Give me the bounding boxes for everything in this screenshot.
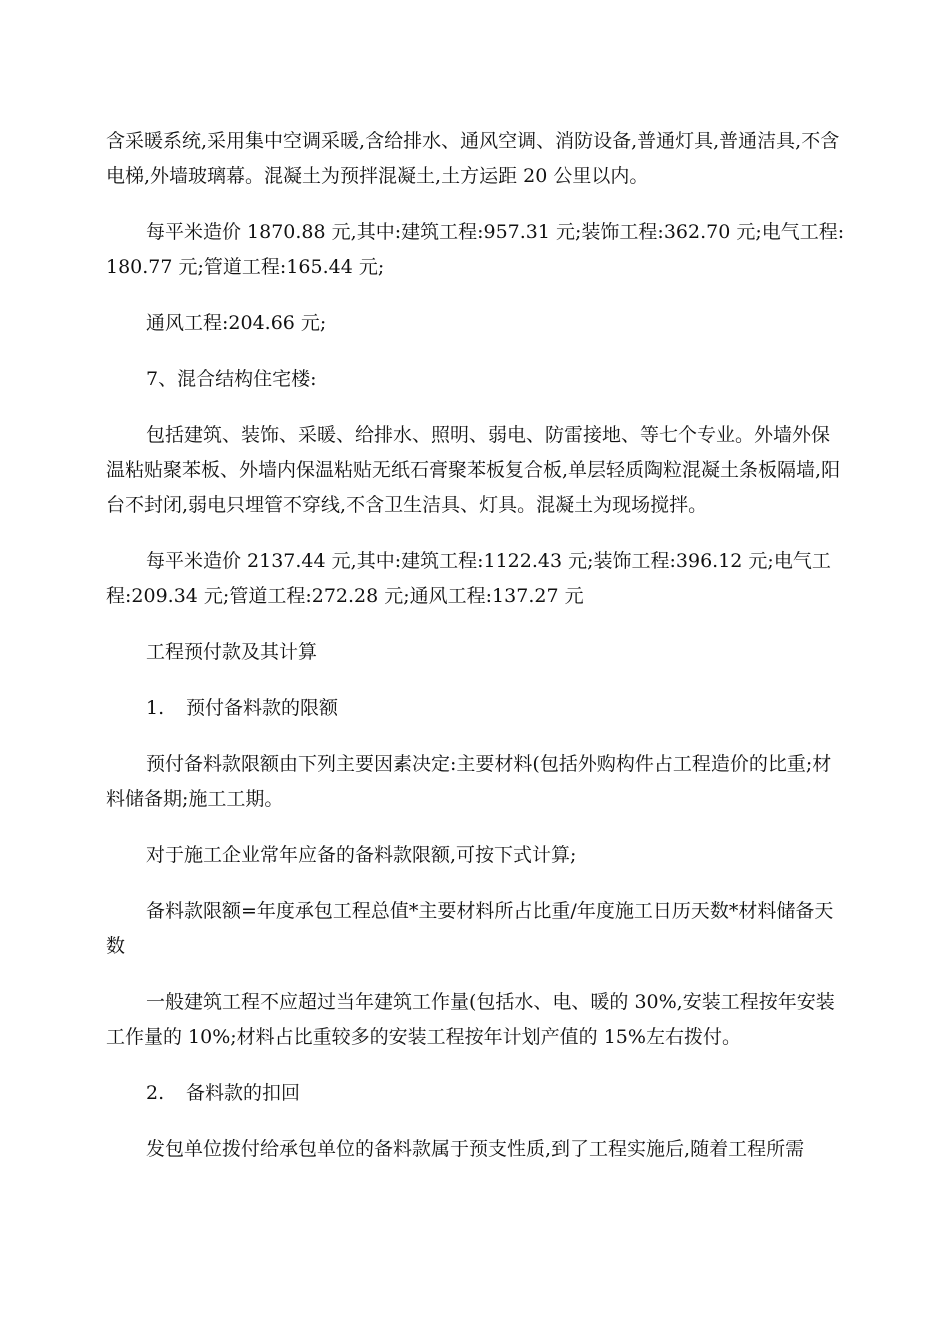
paragraph: 预付备料款限额由下列主要因素决定:主要材料(包括外购构件占工程造价的比重;材料储备期;施工工期。 [106,753,832,810]
paragraph: 通风工程:204.66 元; [146,312,327,334]
document-body [106,124,846,1188]
list-title: 预付备料款的限额 [186,697,339,719]
paragraph: 含采暖系统,采用集中空调采暖,含给排水、通风空调、消防设备,普通灯具,普通洁具,不含电梯,外墙玻璃幕。混凝土为预拌混凝土,土方运距 20 公里以内。 [106,130,840,187]
paragraph: 对于施工企业常年应备的备料款限额,可按下式计算; [146,844,577,866]
list-title: 备料款的扣回 [186,1082,301,1104]
list-number: 1. [146,697,165,719]
list-number: 2. [146,1082,165,1104]
paragraph: 每平米造价 2137.44 元,其中:建筑工程:1122.43 元;装饰工程:396.12 元;电气工程:209.34 元;管道工程:272.28 元;通风工程:137.27 元 [106,550,831,607]
paragraph: 每平米造价 1870.88 元,其中:建筑工程:957.31 元;装饰工程:362.70 元;电气工程:180.77 元;管道工程:165.44 元; [106,221,845,278]
paragraph: 发包单位拨付给承包单位的备料款属于预支性质,到了工程实施后,随着工程所需 [146,1138,805,1160]
paragraph: 包括建筑、装饰、采暖、给排水、照明、弱电、防雷接地、等七个专业。外墙外保温粘贴聚苯板、外墙内保温粘贴无纸石膏聚苯板复合板,单层轻质陶粒混凝土条板隔墙,阳台不封闭,弱电只埋管不穿线,不含卫生洁具、灯具。混凝土为现场搅拌。 [106,424,841,516]
section-heading: 工程预付款及其计算 [146,641,318,663]
paragraph: 一般建筑工程不应超过当年建筑工作量(包括水、电、暖的 30%,安装工程按年安装工作量的 10%;材料占比重较多的安装工程按年计划产值的 15%左右拨付。 [106,991,835,1048]
section-heading: 7、混合结构住宅楼: [146,368,317,390]
numbered-heading [106,1076,846,1111]
numbered-heading [106,691,846,726]
formula-paragraph: 备料款限额=年度承包工程总值*主要材料所占比重/年度施工日历天数*材料储备天数 [106,900,834,957]
